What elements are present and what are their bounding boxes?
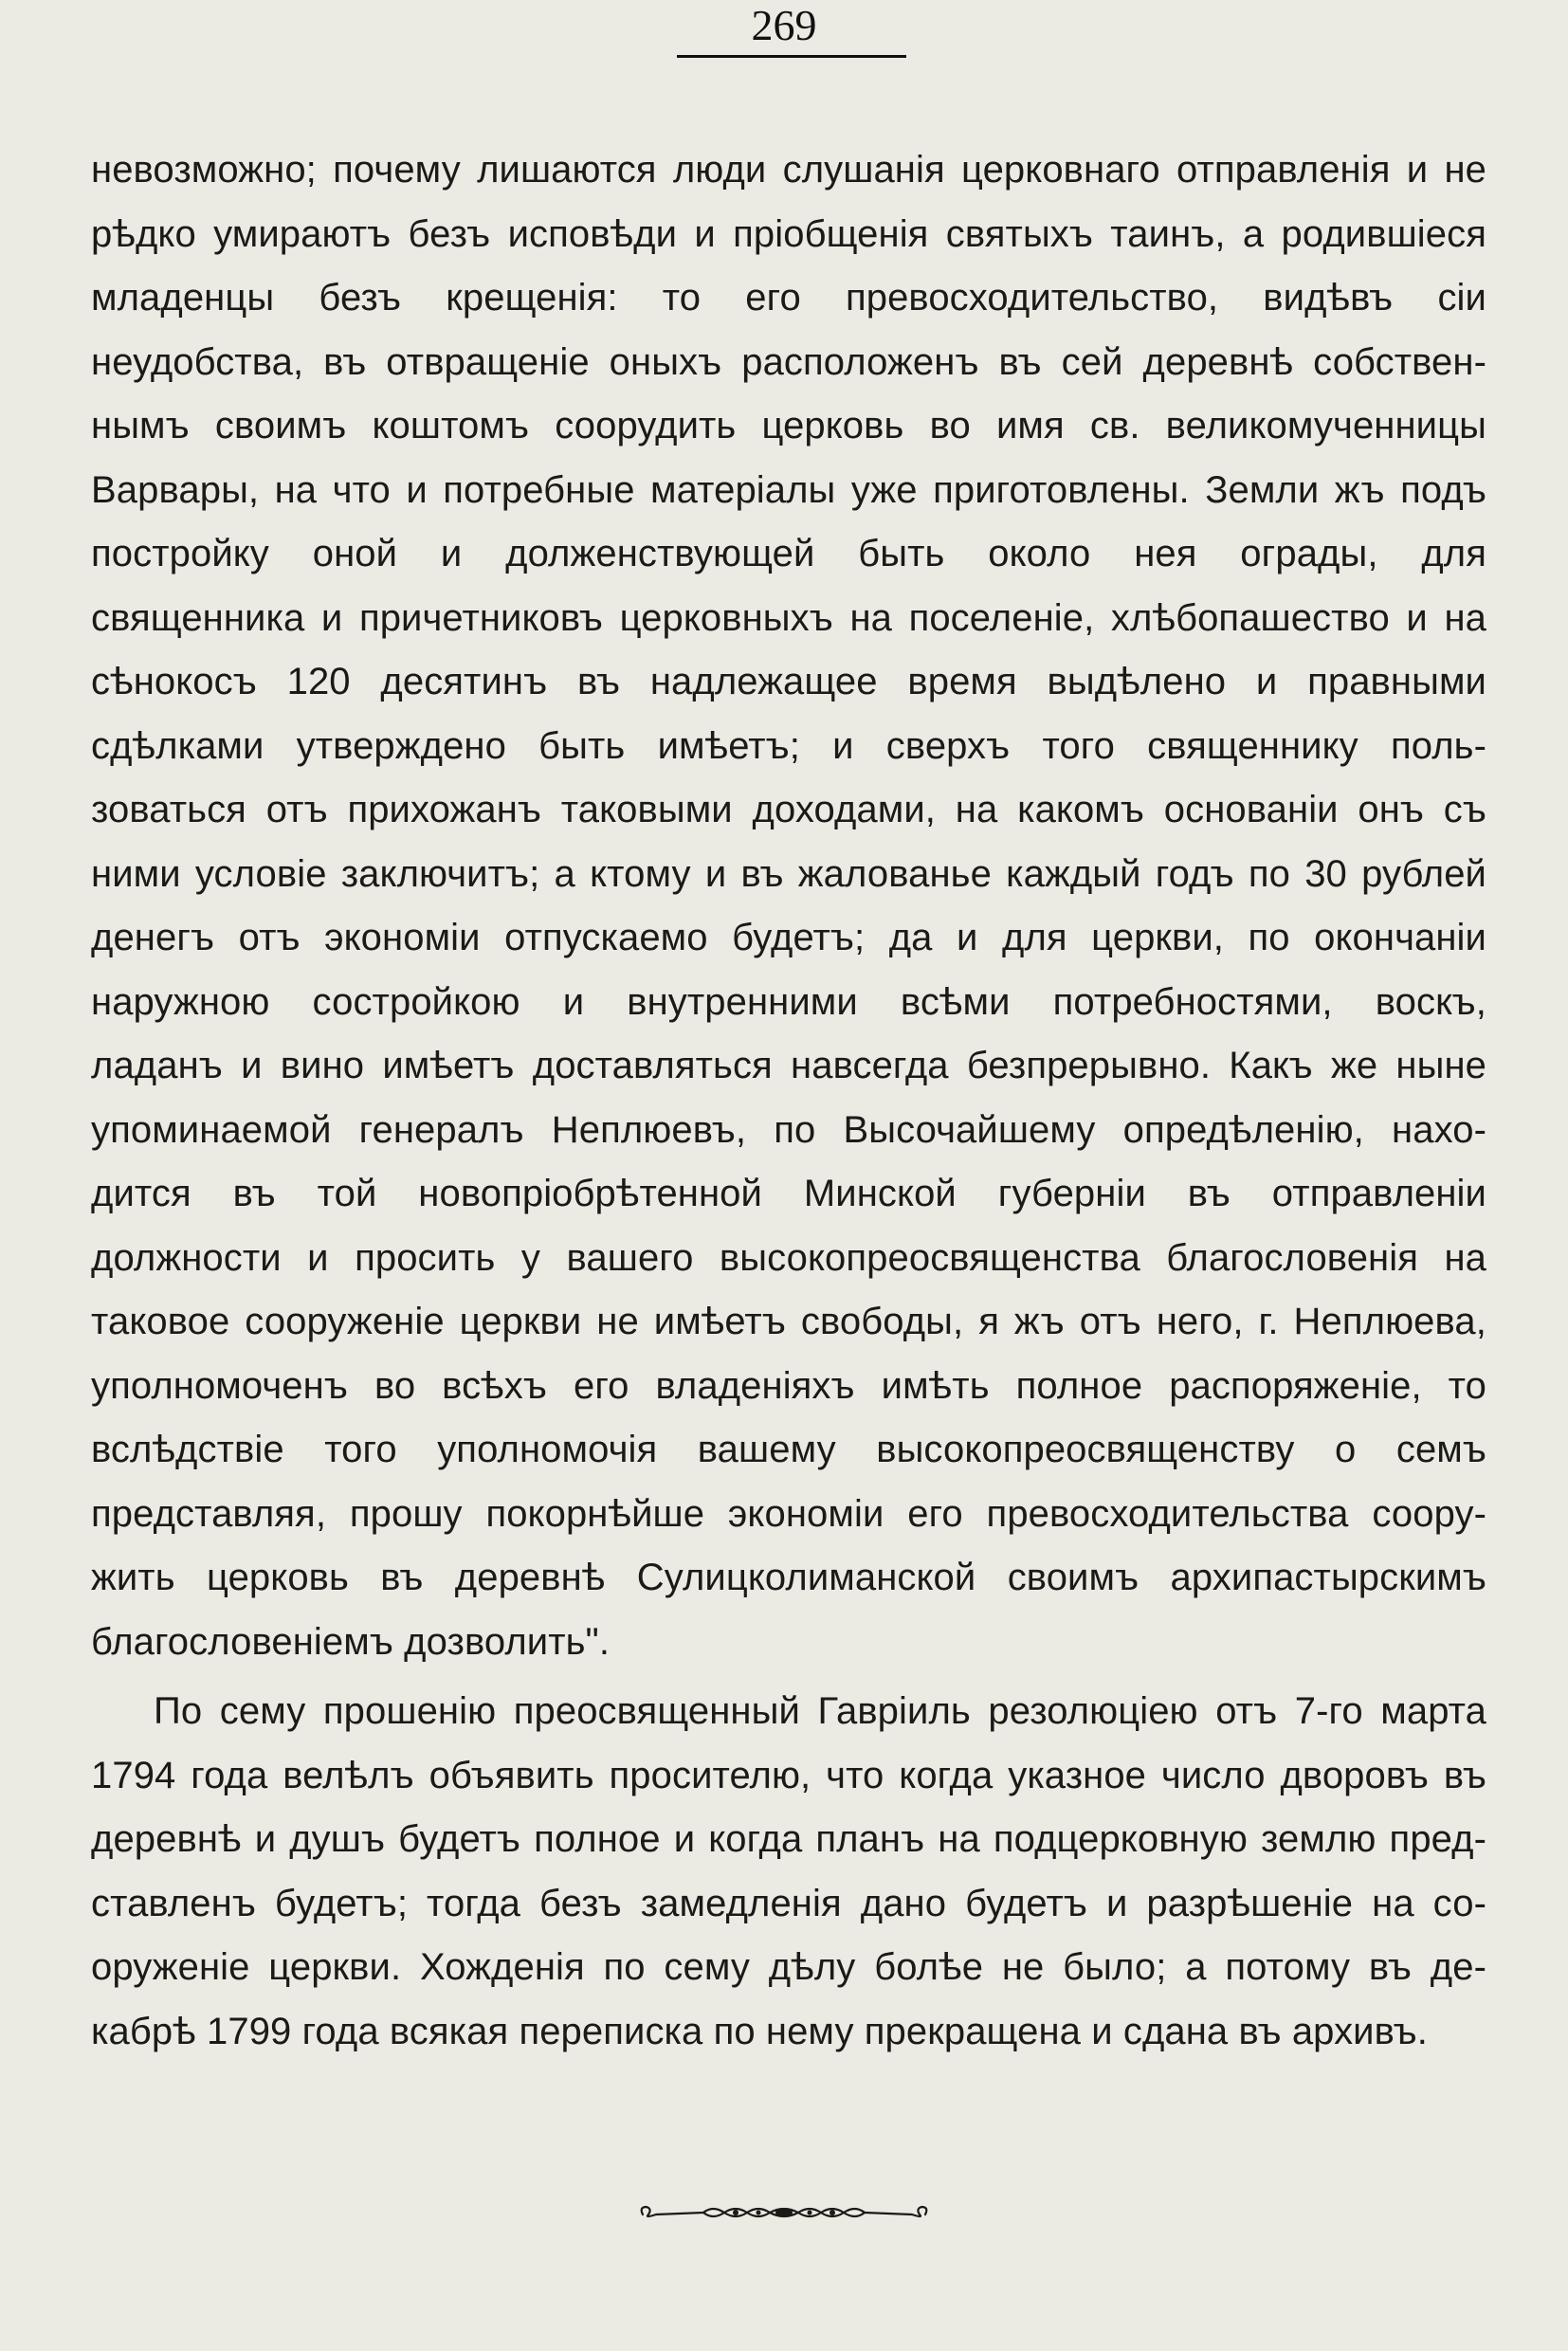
page-header [0, 0, 1568, 66]
header-rule [677, 55, 906, 58]
text-line: наружною состройкою и внутренними всѣми потребностями, воскъ, [91, 980, 1486, 1023]
text-line: денегъ отъ экономіи отпускаемо будетъ; да и для церкви, по окончаніи [91, 917, 1486, 958]
text-line: неудобства, въ отвращеніе оныхъ расположенъ въ сей деревнѣ собствен- [91, 340, 1486, 383]
text-line: невозможно; почему лишаются люди слушанія церковнаго отправленія и не [91, 149, 1486, 191]
text-line: нымъ своимъ коштомъ соорудить церковь во имя св. великомученницы [91, 405, 1486, 447]
text-line: рѣдко умираютъ безъ исповѣди и пріобщенія святыхъ таинъ, а родившіеся [91, 212, 1486, 255]
text-line: По сему прошенію преосвященный Гавріиль резолюціею отъ 7-го марта [154, 1690, 1486, 1732]
page-number: 269 [751, 1, 817, 49]
decorative-tailpiece-icon [637, 2196, 931, 2230]
text-line: Варвары, на что и потребные матеріалы уже приготовлены. Земли жъ подъ [91, 468, 1486, 511]
text-line: сѣнокосъ 120 десятинъ въ надлежащее время выдѣлено и правными [91, 661, 1486, 702]
text-line: младенцы безъ крещенія: то его превосходительство, видѣвъ сіи [91, 277, 1486, 319]
text-line: дится въ той новопріобрѣтенной Минской губерніи въ отправленіи [91, 1173, 1486, 1214]
text-line: упоминаемой генералъ Неплюевъ, по Высочайшему опредѣленію, нахо- [91, 1108, 1486, 1151]
text-line: ставленъ будетъ; тогда безъ замедленія дано будетъ и разрѣшеніе на со- [91, 1882, 1486, 1924]
text-line: ними условіе заключитъ; а ктому и въ жалованье каждый годъ по 30 рублей [91, 852, 1486, 895]
text-line: кабрѣ 1799 года всякая переписка по нему прекращена и сдана въ архивъ. [91, 2010, 1428, 2052]
text-line: должности и просить у вашего высокопреосвященства благословенія на [91, 1236, 1486, 1279]
text-line: уполномоченъ во всѣхъ его владеніяхъ имѣть полное распоряженіе, то [91, 1364, 1486, 1407]
text-line: зоваться отъ прихожанъ таковыми доходами, на какомъ основаніи онъ съ [91, 789, 1486, 830]
text-line: вслѣдствіе того уполномочія вашему высокопреосвященству о семъ [91, 1429, 1486, 1470]
text-line: ладанъ и вино имѣетъ доставляться навсегда безпрерывно. Какъ же ныне [91, 1045, 1486, 1086]
text-line: таковое сооруженіе церкви не имѣетъ свободы, я жъ отъ него, г. Неплюева, [91, 1301, 1486, 1342]
text-line: священника и причетниковъ церковныхъ на поселеніе, хлѣбопашество и на [91, 596, 1486, 639]
text-line: оруженіе церкви. Хожденія по сему дѣлу болѣе не было; а потому въ де- [91, 1946, 1486, 1988]
text-line: сдѣлками утверждено быть имѣетъ; и сверхъ того священнику поль- [91, 724, 1486, 767]
text-line: жить церковь въ деревнѣ Сулицколиманской своимъ архипастырскимъ [91, 1557, 1486, 1598]
body-text [91, 138, 1486, 2064]
text-line: представляя, прошу покорнѣйше экономіи его превосходительства соору- [91, 1492, 1486, 1535]
text-line: 1794 года велѣлъ объявить просителю, что когда указное число дворовъ въ [91, 1754, 1486, 1796]
text-line: деревнѣ и душъ будетъ полное и когда планъ на подцерковную землю пред- [91, 1818, 1486, 1860]
text-line: постройку оной и долженствующей быть около нея ограды, для [91, 533, 1486, 574]
text-line: благословеніемъ дозволить". [91, 1620, 611, 1663]
